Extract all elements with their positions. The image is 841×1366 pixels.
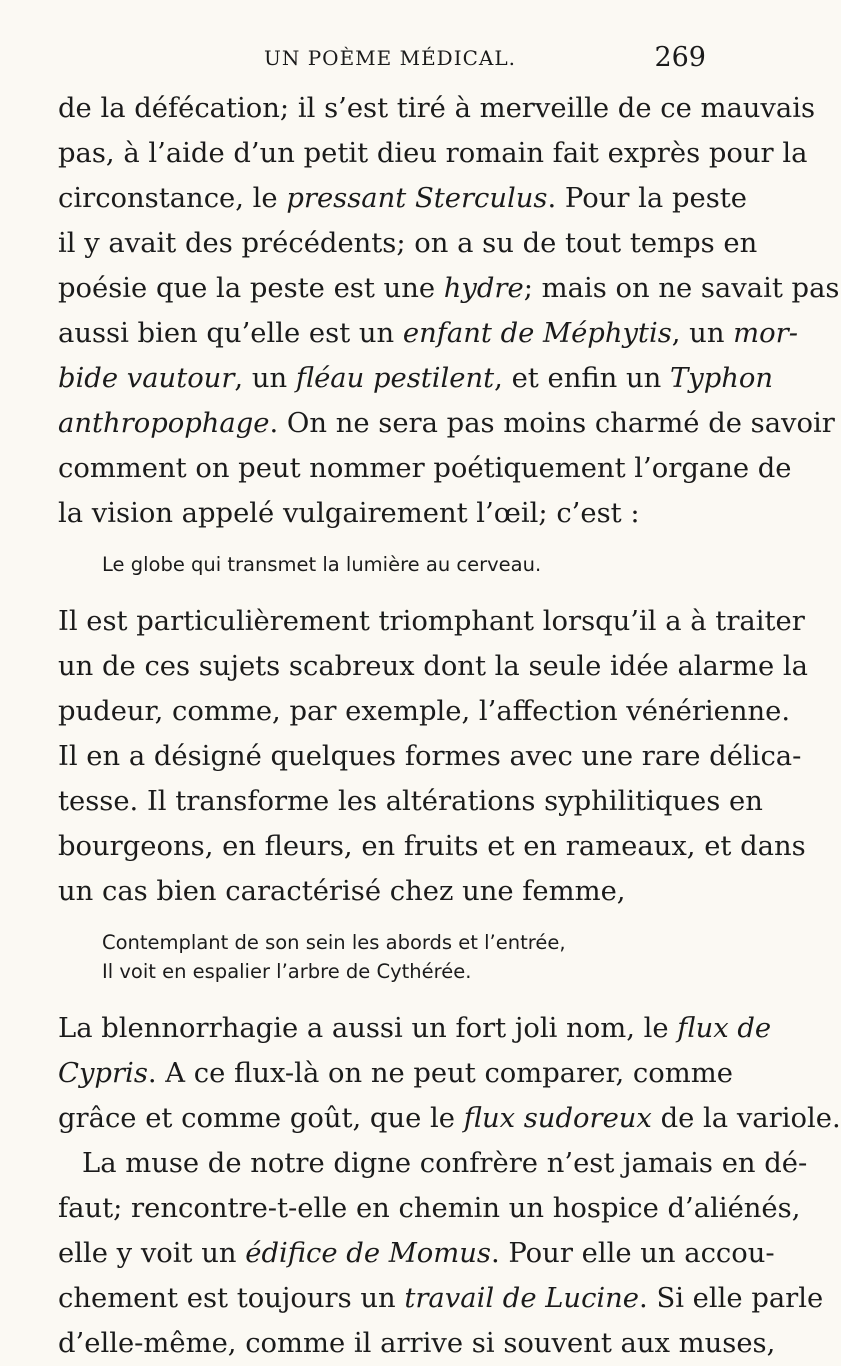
text-line: bourgeons, en fleurs, en fruits et en rameaux, et dans [58, 831, 806, 862]
text-line: anthropophage. On ne sera pas moins charmé de savoir [58, 408, 835, 439]
text-line: un de ces sujets scabreux dont la seule idée alarme la [58, 651, 808, 682]
text-line: grâce et comme goût, que le flux sudoreux de la variole. [58, 1103, 841, 1134]
text-line: d’elle-même, comme il arrive si souvent aux muses, [58, 1328, 776, 1359]
quoted-verse: Contemplant de son sein les abords et l’entrée, [102, 931, 566, 954]
text-line: La muse de notre digne confrère n’est jamais en dé- [82, 1148, 808, 1179]
text-line: Il en a désigné quelques formes avec une rare délica- [58, 741, 802, 772]
text-line: comment on peut nommer poétiquement l’organe de [58, 453, 792, 484]
text-line: pudeur, comme, par exemple, l’affection vénérienne. [58, 696, 791, 727]
text-line: tesse. Il transforme les altérations syphilitiques en [58, 786, 763, 817]
running-title: UN POÈME MÉDICAL. [264, 46, 516, 70]
page-number: 269 [654, 42, 706, 73]
text-line: il y avait des précédents; on a su de tout temps en [58, 228, 758, 259]
text-line: la vision appelé vulgairement l’œil; c’est : [58, 498, 640, 529]
text-line: poésie que la peste est une hydre; mais on ne savait pas [58, 273, 840, 304]
text-line: La blennorrhagie a aussi un fort joli nom, le flux de [58, 1013, 772, 1044]
quoted-verse: Il voit en espalier l’arbre de Cythérée. [102, 960, 472, 983]
text-line: aussi bien qu’elle est un enfant de Méphytis, un mor- [58, 318, 798, 349]
text-line: un cas bien caractérisé chez une femme, [58, 876, 626, 907]
text-line: Il est particulièrement triomphant lorsqu’il a à traiter [58, 606, 805, 637]
text-line: Cypris. A ce flux-là on ne peut comparer, comme [58, 1058, 733, 1089]
text-line: pas, à l’aide d’un petit dieu romain fait exprès pour la [58, 138, 808, 169]
text-line: faut; rencontre-t-elle en chemin un hospice d’aliénés, [58, 1193, 801, 1224]
text-line: chement est toujours un travail de Lucine. Si elle parle [58, 1283, 824, 1314]
text-line: elle y voit un édifice de Momus. Pour elle un accou- [58, 1238, 775, 1269]
text-line: de la défécation; il s’est tiré à merveille de ce mauvais [58, 93, 816, 124]
body-text [58, 86, 841, 1366]
running-head [60, 44, 720, 84]
text-line: bide vautour, un fléau pestilent, et enfin un Typhon [58, 363, 774, 394]
text-line: circonstance, le pressant Sterculus. Pour la peste [58, 183, 747, 214]
quoted-verse: Le globe qui transmet la lumière au cerveau. [102, 553, 542, 576]
